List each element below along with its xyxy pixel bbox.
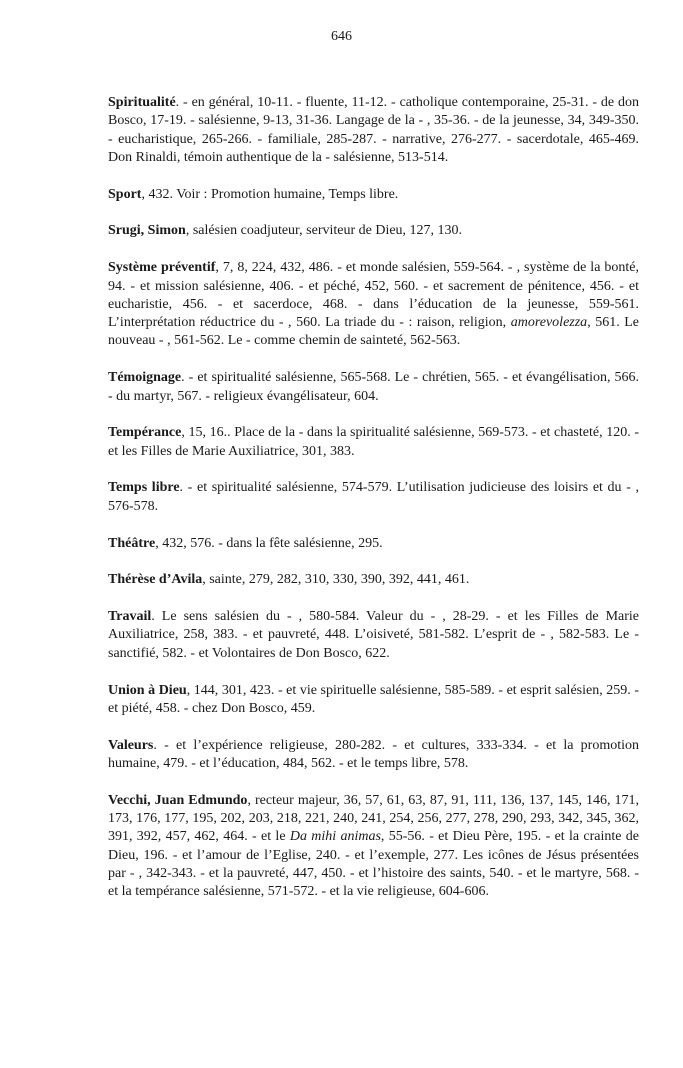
index-entry-temoignage bbox=[108, 369, 639, 406]
index-entry-temps-libre bbox=[108, 479, 639, 516]
entry-italic-term: Da mihi animas bbox=[289, 829, 381, 845]
entry-heading: Travail bbox=[108, 609, 152, 625]
entry-heading: Thérèse d’Avila bbox=[108, 572, 203, 588]
index-entry-sport bbox=[108, 186, 639, 204]
entry-text: . - et spiritualité salésienne, 565-568. Le - chrétien, 565. - et évangélisation, 566. - du martyr, 567. - religieux évangélisateur, 604. bbox=[108, 370, 639, 404]
entry-text-continued: , 561. Le nouveau - , 561-562. Le - comme chemin de sainteté, 562-563. bbox=[108, 315, 639, 349]
entry-text: . Le sens salésien du - , 580-584. Valeur du - , 28-29. - et les Filles de Marie Auxiliatrice, 258, 383. - et pauvreté, 448. L’oisiveté, 581-582. L’esprit de - , 582-583. Le - sanctifié, 582. - et Volontaires de Don Bosco, 622. bbox=[108, 609, 639, 661]
entry-heading: Valeurs bbox=[108, 737, 154, 753]
entry-text: , 432. Voir : Promotion humaine, Temps libre. bbox=[141, 186, 399, 202]
index-entry-systeme-preventif bbox=[108, 259, 639, 350]
index-entry-valeurs bbox=[108, 737, 639, 774]
page-number: 646 bbox=[331, 29, 352, 44]
entry-text: . - en général, 10-11. - fluente, 11-12. - catholique contemporaine, 25-31. - de don Bosco, 17-19. - salésienne, 9-13, 31-36. Langage de la - , 35-36. - de la jeunesse, 34, 349-350. - eucharistique, 265-266. - familiale, 285-287. - narrative, 276-277. - sacerdotale, 465-469. Don Rinaldi, témoin authentique de la - salésienne, 513-514. bbox=[108, 95, 639, 165]
index-entry-union-a-dieu bbox=[108, 682, 639, 719]
index-entry-srugi-simon bbox=[108, 222, 639, 240]
index-entry-vecchi-juan-edmundo bbox=[108, 792, 639, 902]
entry-text-continued: , 55-56. - et Dieu Père, 195. - et la crainte de Dieu, 196. - et l’amour de l’Eglise, 240. - et l’exemple, 277. Les icônes de Jésus présentées par - , 342-343. - et la pauvreté, 447, 450. - et l’histoire des saints, 540. - et le martyre, 568. - et la tempérance salésienne, 571-572. - et la vie religieuse, 604-606. bbox=[108, 829, 640, 900]
index-entry-travail bbox=[108, 608, 639, 663]
entry-text: , recteur majeur, 36, 57, 61, 63, 87, 91, 111, 136, 137, 145, 146, 171, 173, 176, 177, 195, 202, 203, 218, 221, 240, 241, 254, 256, 277, 278, 290, 293, 342, 345, 362, 391, 392, 457, 462, 464. - et le bbox=[108, 792, 640, 845]
entry-text: . - et l’expérience religieuse, 280-282. - et cultures, 333-334. - et la promotion humaine, 479. - et l’éducation, 484, 562. - et le temps libre, 578. bbox=[108, 737, 639, 771]
entry-text: , 144, 301, 423. - et vie spirituelle salésienne, 585-589. - et esprit salésien, 259. - et piété, 458. - chez Don Bosco, 459. bbox=[108, 682, 639, 716]
entry-text: , salésien coadjuteur, serviteur de Dieu, 127, 130. bbox=[185, 223, 463, 239]
entry-heading: Temps libre bbox=[108, 480, 180, 496]
entry-text: , 7, 8, 224, 432, 486. - et monde salésien, 559-564. - , système de la bonté, 94. - et mission salésienne, 406. - et péché, 452, 560. - et sacrement de pénitence, 456. - et eucharistie, 456. - et sacerdoce, 468. - dans l’éducation de la jeunesse, 559-561. L’interprétation réductrice du - , 560. La triade du - : raison, religion, bbox=[108, 260, 639, 331]
entry-italic-term: amorevolezza bbox=[510, 315, 588, 331]
index-list bbox=[108, 94, 639, 920]
entry-heading: Tempérance bbox=[108, 425, 182, 441]
index-entry-theatre bbox=[108, 535, 639, 553]
entry-heading: Vecchi, Juan Edmundo bbox=[108, 792, 248, 808]
entry-heading: Srugi, Simon bbox=[108, 223, 186, 239]
entry-heading: Sport bbox=[108, 186, 142, 202]
entry-heading: Système préventif bbox=[108, 260, 216, 276]
index-entry-therese-davila bbox=[108, 571, 639, 589]
entry-text: , sainte, 279, 282, 310, 330, 390, 392, 441, 461. bbox=[202, 572, 470, 588]
index-entry-spiritualite bbox=[108, 94, 639, 167]
entry-text: . - et spiritualité salésienne, 574-579. L’utilisation judicieuse des loisirs et du - , 576-578. bbox=[108, 480, 639, 514]
entry-heading: Union à Dieu bbox=[108, 682, 187, 698]
entry-heading: Témoignage bbox=[108, 370, 182, 386]
index-entry-temperance bbox=[108, 424, 639, 461]
entry-text: , 15, 16.. Place de la - dans la spiritualité salésienne, 569-573. - et chasteté, 120. - et les Filles de Marie Auxiliatrice, 301, 383. bbox=[108, 425, 639, 459]
entry-heading: Spiritualité bbox=[108, 95, 176, 110]
entry-text: , 432, 576. - dans la fête salésienne, 295. bbox=[155, 535, 383, 551]
entry-heading: Théâtre bbox=[108, 535, 156, 551]
